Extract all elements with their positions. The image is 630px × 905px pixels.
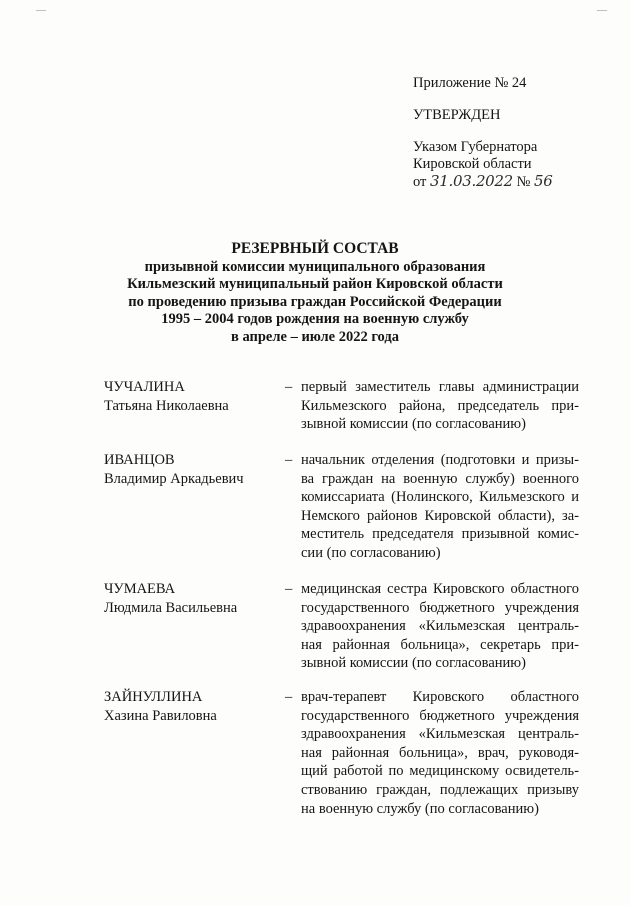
member-given-name: Хазина Равиловна [104, 707, 217, 724]
role-line: щий работой по медицинскому освидетель- [301, 763, 579, 780]
member-name [104, 688, 289, 725]
role-line: здравоохранения «Кильмезская централь- [301, 618, 579, 635]
role-line: ная районная больница», врач, руководя- [301, 744, 579, 761]
role-line: врач-терапевт Кировского областного [301, 689, 579, 705]
title-line: Кильмезский муниципальный район Кировской области [127, 276, 503, 292]
role-line: государственного бюджетного учреждения [301, 599, 579, 616]
member-dash: – [285, 689, 293, 705]
role-line: ва граждан на военную службу) военного [301, 470, 579, 487]
decree-line-1: Указом Губернатора [413, 139, 538, 155]
role-line: первый заместитель главы администрации [301, 379, 579, 395]
member-given-name: Владимир Аркадьевич [104, 470, 244, 487]
approved-label: УТВЕРЖДЕН [413, 107, 501, 123]
decree-date-line [413, 173, 553, 191]
decree-line-2: Кировской области [413, 156, 532, 172]
member-surname: ЧУМАЕВА [104, 581, 176, 597]
member-name [104, 451, 289, 488]
member-name [104, 378, 289, 415]
role-line: ствованию граждан, подлежащих призыву [301, 781, 579, 798]
role-line: Немского районов Кировской области), за- [301, 507, 579, 524]
role-line: на военную службу (по согласованию) [301, 800, 539, 817]
title-line: 1995 – 2004 годов рождения на военную службу [161, 311, 469, 327]
scan-mark-left: — [36, 5, 46, 16]
role-line: медицинская сестра Кировского областного [301, 581, 579, 597]
member-dash: – [285, 581, 293, 597]
role-line: зывной комиссии (по согласованию) [301, 416, 526, 433]
member-surname: ЗАЙНУЛЛИНА [104, 689, 203, 705]
appendix-number: Приложение № 24 [413, 75, 527, 91]
member-role [301, 580, 579, 673]
role-line: меститель председателя призывной комис- [301, 526, 579, 543]
role-line: Кильмезского района, председатель при- [301, 397, 579, 414]
from-label: от [413, 174, 427, 190]
member-role [301, 451, 579, 563]
title-main: РЕЗЕРВНЫЙ СОСТАВ [231, 240, 399, 257]
role-line: ная районная больница», секретарь при- [301, 636, 579, 653]
decree-reference [413, 139, 553, 191]
document-title [0, 240, 630, 346]
member-name [104, 580, 289, 617]
decree-number-handwritten: 56 [534, 172, 553, 190]
role-line: комиссариата (Нолинского, Кильмезского и [301, 489, 579, 506]
role-line: зывной комиссии (по согласованию) [301, 655, 526, 672]
member-role [301, 378, 579, 434]
member-role [301, 688, 579, 818]
member-surname: ЧУЧАЛИНА [104, 379, 185, 395]
member-dash: – [285, 452, 293, 468]
member-given-name: Людмила Васильевна [104, 599, 238, 616]
role-line: здравоохранения «Кильмезская централь- [301, 726, 579, 743]
role-line: государственного бюджетного учреждения [301, 707, 579, 724]
title-line: по проведению призыва граждан Российской Федерации [128, 293, 502, 310]
scan-mark-right: — [597, 5, 607, 16]
role-line: начальник отделения (подготовки и призы- [301, 452, 579, 468]
member-surname: ИВАНЦОВ [104, 452, 175, 468]
member-given-name: Татьяна Николаевна [104, 397, 229, 414]
number-label: № [516, 174, 531, 190]
role-line: сии (по согласованию) [301, 544, 441, 561]
member-dash: – [285, 379, 293, 395]
title-line: призывной комиссии муниципального образования [144, 258, 486, 275]
decree-date-handwritten: 31.03.2022 [430, 172, 513, 190]
title-line: в апреле – июле 2022 года [231, 328, 399, 345]
approval-block [413, 75, 553, 191]
